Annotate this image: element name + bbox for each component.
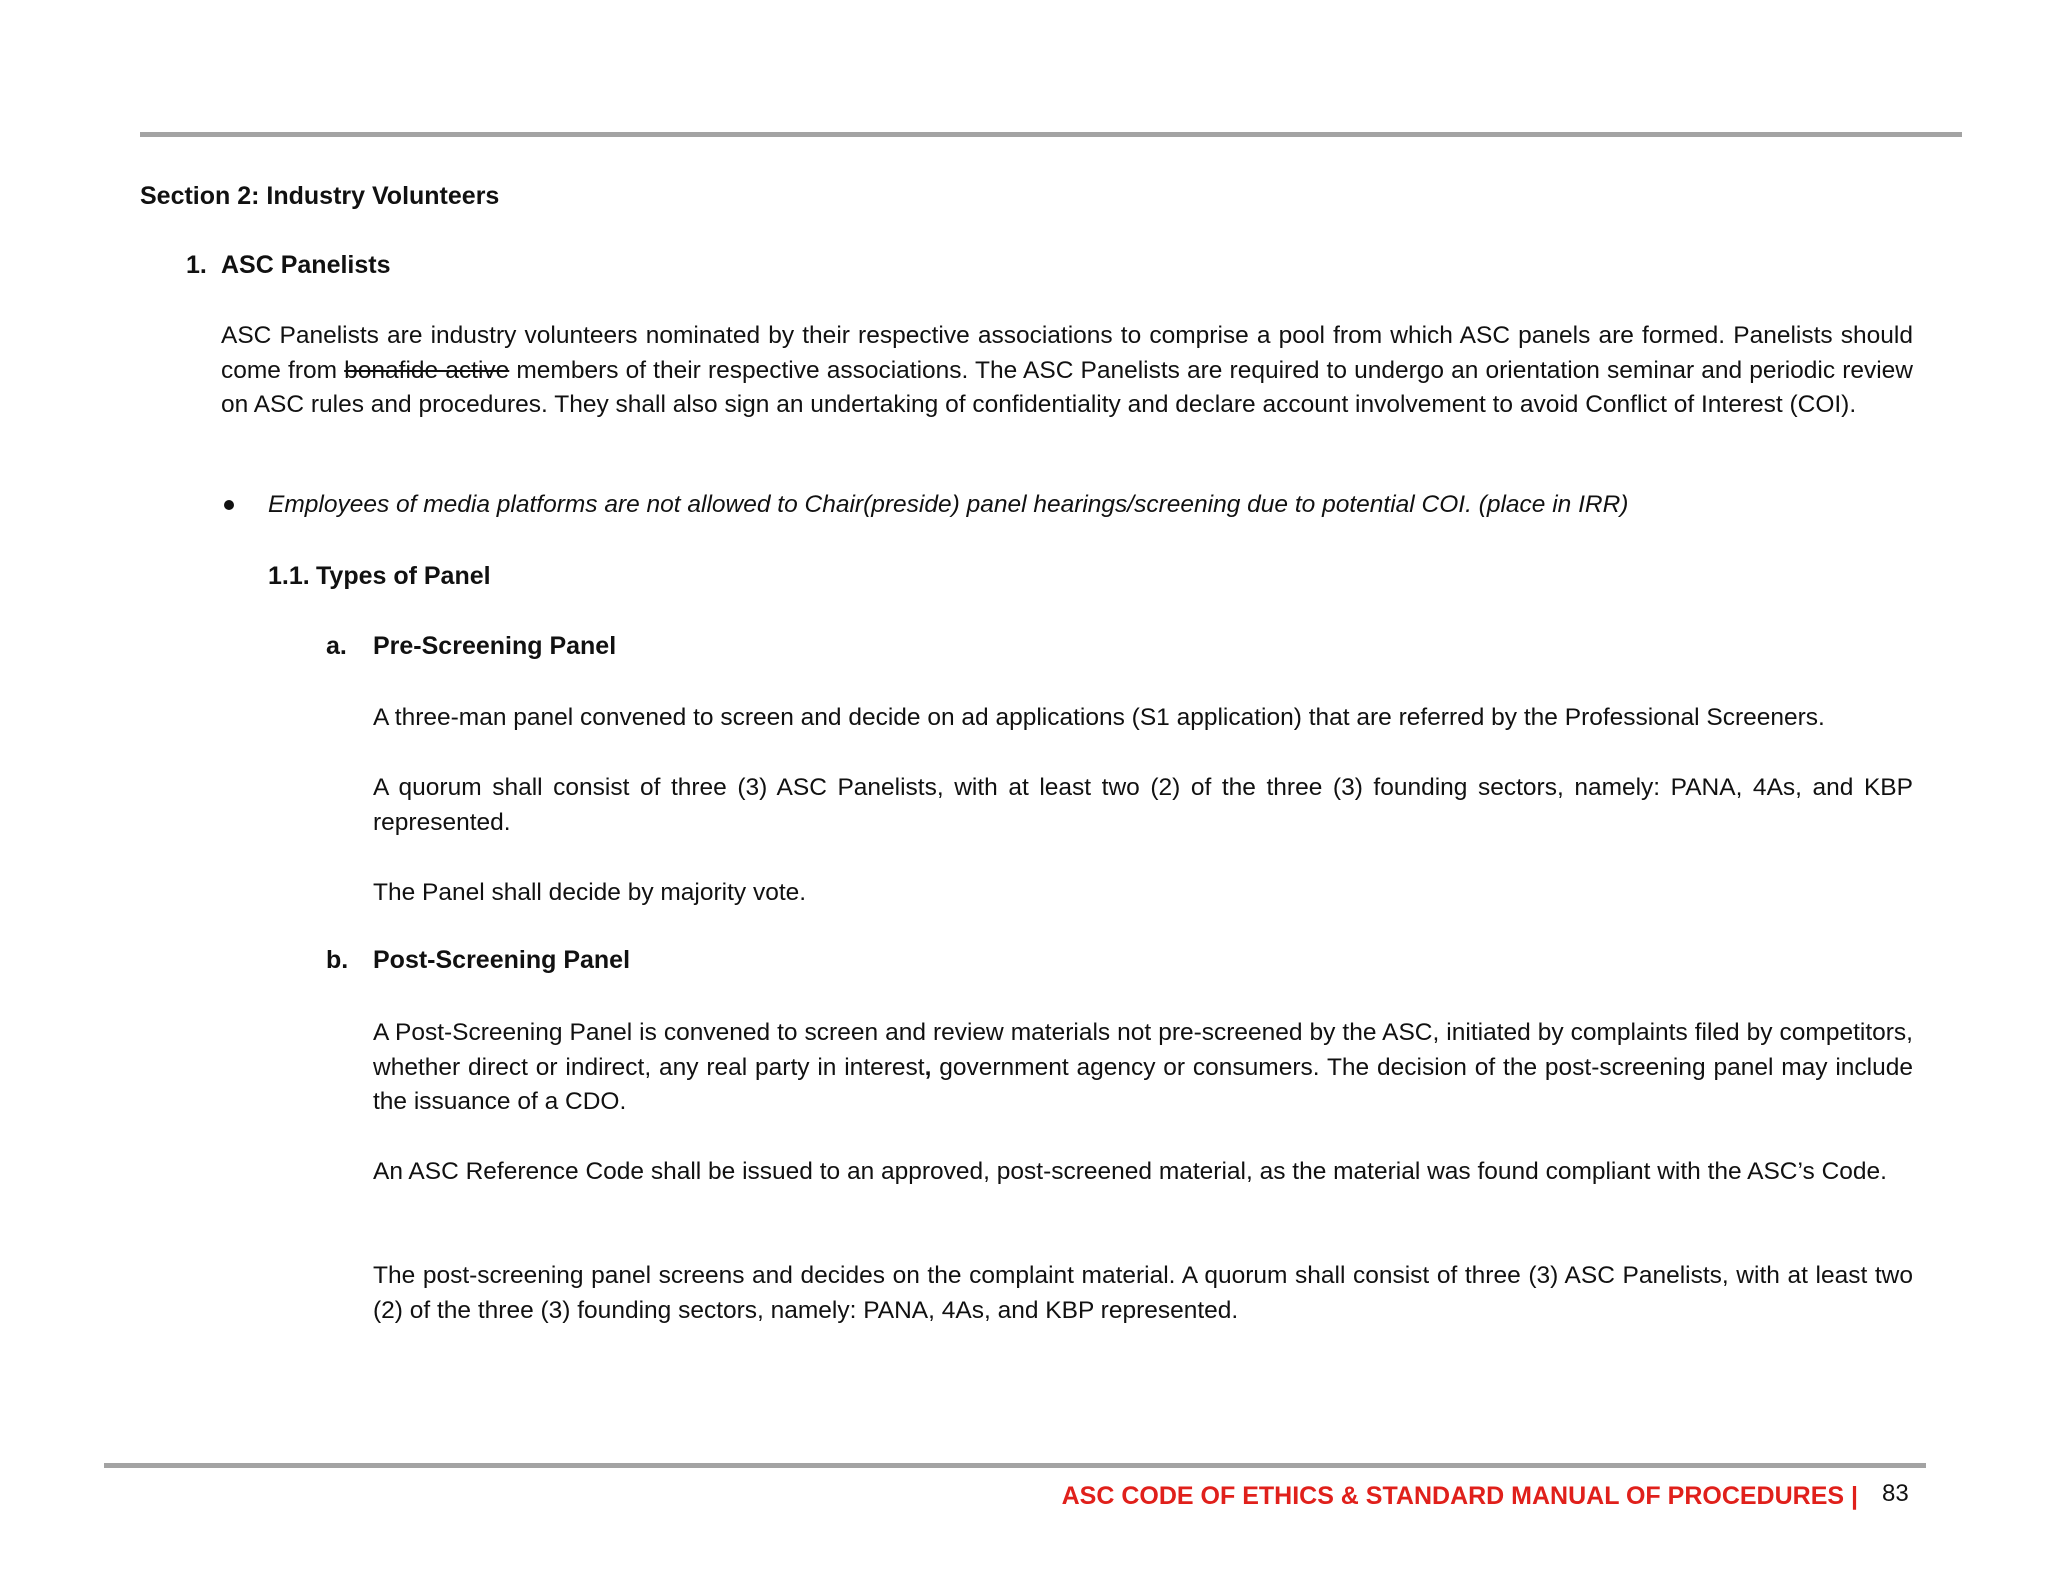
subheading-number: 1.1. — [268, 562, 310, 590]
panel-b-p1-bold: , — [924, 1053, 932, 1081]
subheading-types-of-panel: Types of Panel — [316, 562, 491, 590]
panel-a-paragraph-1: A three-man panel convened to screen and decide on ad applications (S1 application) that are referred by the Professional Screeners. — [373, 704, 1825, 731]
intro-text-end: members of their respective associations. The ASC Panelists are required to undergo an orientation seminar and periodic review on ASC rules and procedures. They shall also sign an undertaking of confidentiality and declare account involvement to avoid Conflict of Interest (COI). — [221, 356, 1913, 418]
footer-divider — [104, 1463, 1926, 1468]
panel-a-paragraph-2: A quorum shall consist of three (3) ASC Panelists, with at least two (2) of the three (3) founding sectors, namely: PANA, 4As, and KBP represented. — [373, 774, 1913, 836]
panel-b-p1-end: government agency or consumers. The decision of the post-screening panel may include the issuance of a CDO. — [373, 1053, 1913, 1115]
struck-text: bonafide active — [344, 356, 510, 384]
intro-text-start: ASC Panelists are industry volunteers nominated by their respective associations to comprise a pool from which ASC panels are formed. Panelists should come from — [221, 322, 1913, 384]
panel-b-paragraph-2: An ASC Reference Code shall be issued to an approved, post-screened material, as the material was found compliant with the ASC’s Code. — [373, 1158, 1887, 1185]
footer-title: ASC CODE OF ETHICS & STANDARD MANUAL OF PROCEDURES | — [1061, 1482, 1858, 1510]
panel-a-title: Pre-Screening Panel — [373, 632, 617, 660]
panel-b-letter: b. — [326, 946, 349, 974]
bullet-icon — [224, 500, 234, 510]
panel-b-p1-start: A Post-Screening Panel is convened to screen and review materials not pre-screened by the ASC, initiated by complaints filed by competitors, whether direct or indirect, any real party in interest — [373, 1019, 1913, 1081]
panel-b-paragraph-3: The post-screening panel screens and decides on the complaint material. A quorum shall consist of three (3) ASC Panelists, with at least two (2) of the three (3) founding sectors, namely: PANA, 4As, and KBP represented. — [373, 1262, 1913, 1324]
intro-paragraph — [221, 319, 1913, 423]
heading-asc-panelists: ASC Panelists — [221, 251, 391, 279]
panel-a-letter: a. — [326, 632, 347, 660]
panel-b-title: Post-Screening Panel — [373, 946, 631, 974]
heading-number: 1. — [186, 251, 207, 279]
panel-b-paragraph-1 — [373, 1016, 1913, 1120]
bullet-note: Employees of media platforms are not allowed to Chair(preside) panel hearings/screening due to potential COI. (place in IRR) — [268, 491, 1629, 518]
panel-a-paragraph-3: The Panel shall decide by majority vote. — [373, 879, 807, 906]
header-divider — [140, 132, 1962, 137]
section-title: Section 2: Industry Volunteers — [140, 182, 500, 210]
page-number: 83 — [1882, 1480, 1909, 1507]
